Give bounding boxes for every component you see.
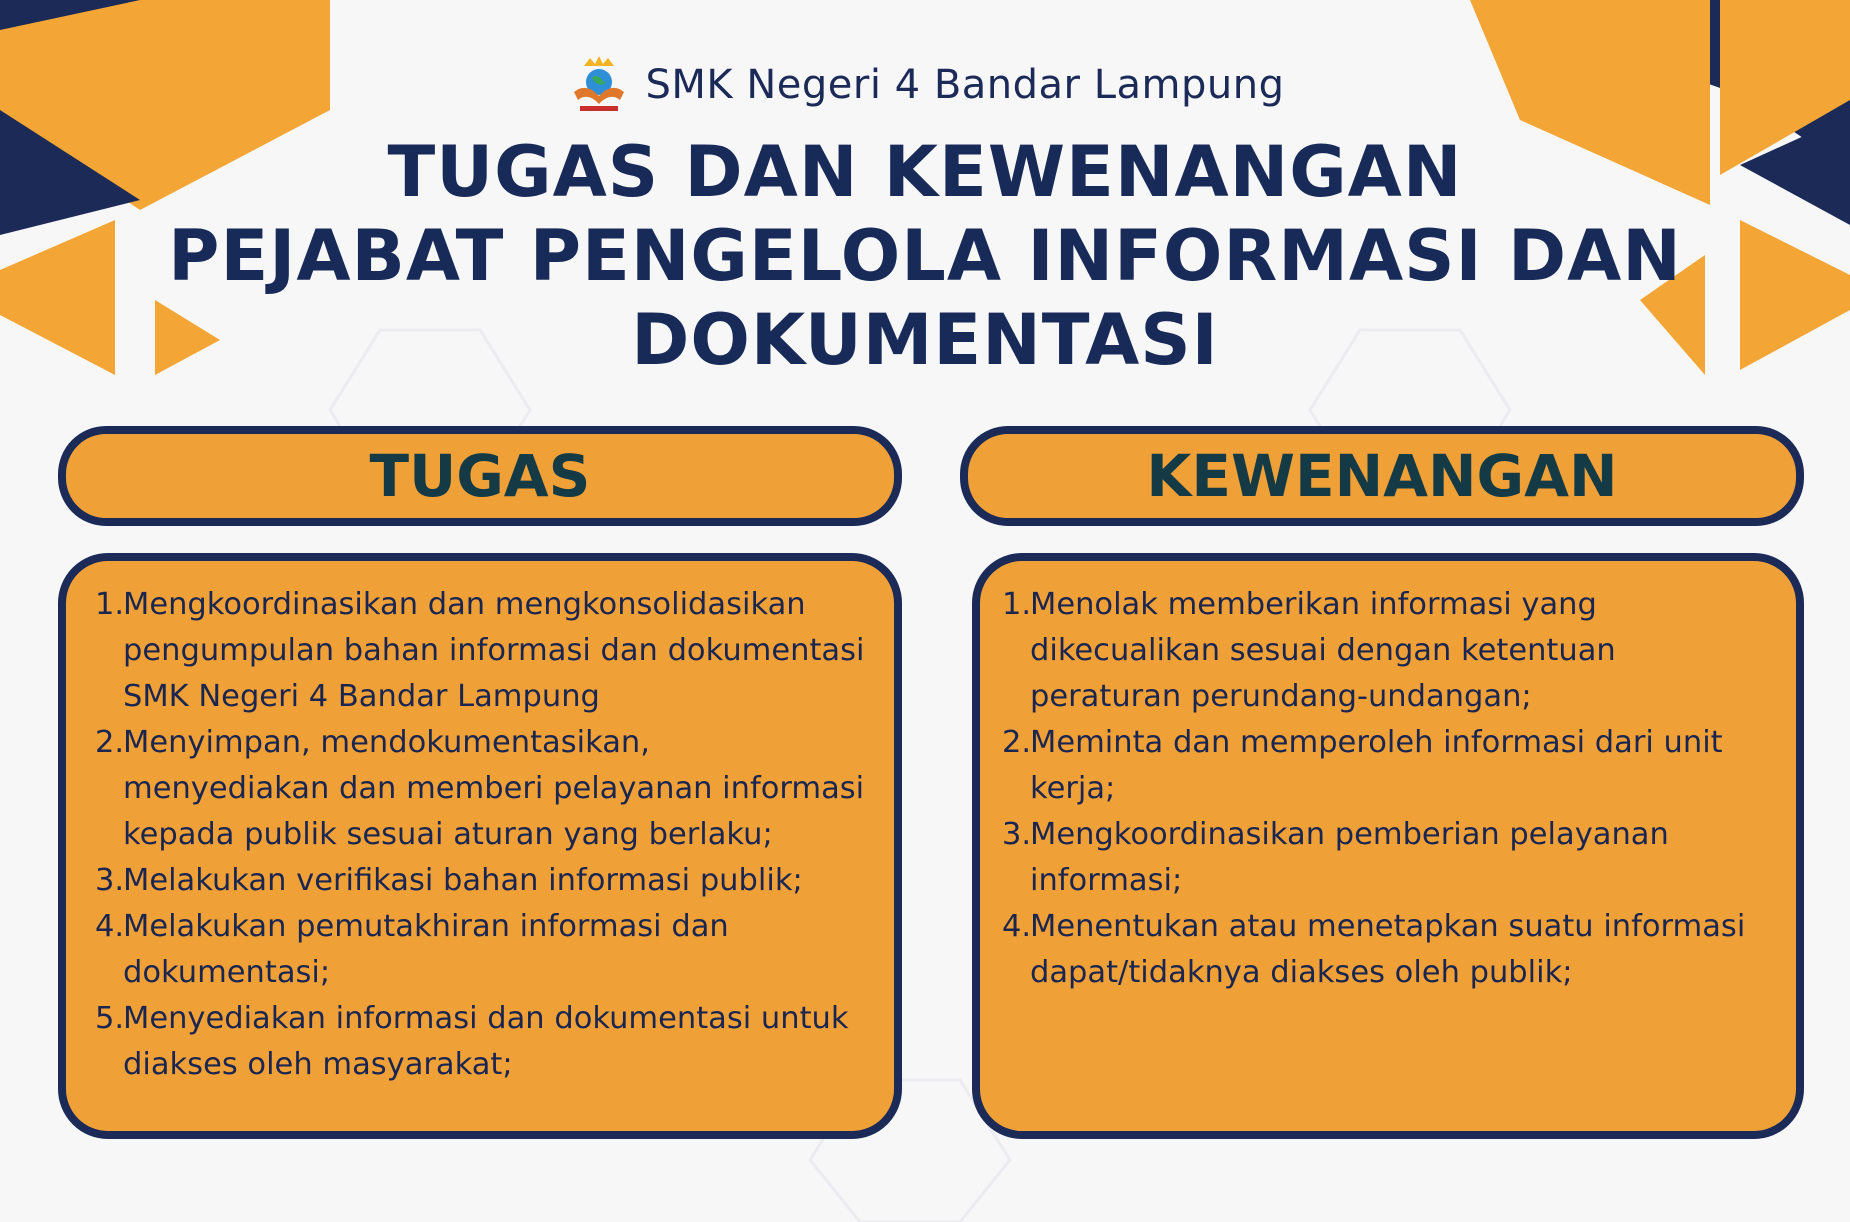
list-item: 1. Menolak memberikan informasi yang dikecualikan sesuai dengan ketentuan peraturan perundang-undangan; (1002, 587, 1616, 714)
school-name: SMK Negeri 4 Bandar Lampung (645, 62, 1285, 108)
list-item: 2. Menyimpan, mendokumentasikan, menyediakan dan memberi pelayanan informasi kepada publik sesuai aturan yang berlaku; (95, 725, 865, 852)
tugas-heading: TUGAS (369, 442, 591, 510)
list-item: 3. Mengkoordinasikan pemberian pelayanan informasi; (1002, 817, 1669, 898)
kewenangan-heading: KEWENANGAN (1146, 442, 1618, 510)
list-item: 3. Melakukan verifikasi bahan informasi publik; (95, 863, 803, 898)
kewenangan-panel (972, 553, 1804, 1139)
tugas-heading-tab (58, 426, 902, 526)
kewenangan-list (1002, 582, 1772, 996)
header (0, 52, 1850, 118)
list-item: 4. Menentukan atau menetapkan suatu informasi dapat/tidaknya diakses oleh publik; (1002, 909, 1746, 990)
tugas-panel (58, 553, 902, 1139)
title-line-3: DOKUMENTASI (631, 299, 1219, 381)
title-line-1: TUGAS DAN KEWENANGAN (387, 131, 1463, 213)
kewenangan-heading-tab (960, 426, 1804, 526)
page-title (0, 130, 1850, 382)
title-line-2: PEJABAT PENGELOLA INFORMASI DAN (168, 215, 1682, 297)
list-item: 5. Menyediakan informasi dan dokumentasi untuk diakses oleh masyarakat; (95, 1001, 849, 1082)
list-item: 4. Melakukan pemutakhiran informasi dan dokumentasi; (95, 909, 729, 990)
list-item: 2. Meminta dan memperoleh informasi dari unit kerja; (1002, 725, 1723, 806)
tugas-list (95, 582, 865, 1088)
list-item: 1. Mengkoordinasikan dan mengkonsolidasikan pengumpulan bahan informasi dan dokumentasi SMK Negeri 4 Bandar Lampung (95, 587, 865, 714)
school-emblem-icon (566, 52, 632, 118)
